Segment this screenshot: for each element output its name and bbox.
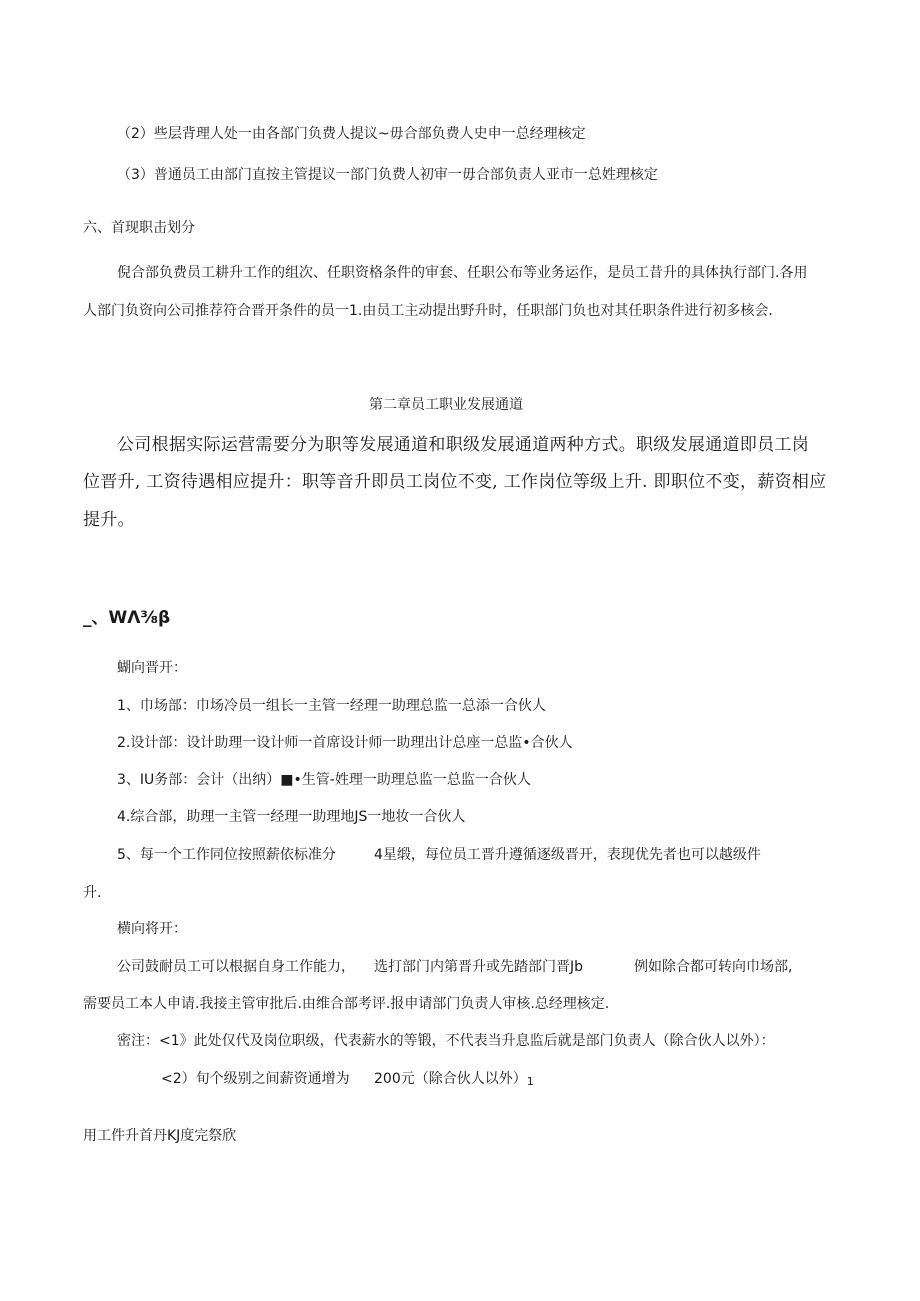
note-2-part-2 bbox=[374, 1070, 534, 1091]
horizontal-line-1-part-1: 公司鼓耐员工可以根据自身工作能力， bbox=[117, 959, 355, 975]
rule-line-2: （2）些层背理人处一由各部门负费人提议~毋合部负费人史申一总经理核定 bbox=[117, 126, 586, 142]
list-item-design: 2.设计部：设计助理一设计师一首席设计师一助理出计总座一总监•合伙人 bbox=[117, 735, 573, 751]
section-heading-6: 六、首现职击划分 bbox=[83, 220, 195, 236]
vertical-promotion-label: 蝴向晋开： bbox=[117, 660, 187, 676]
list-item-5-part-3: 升. bbox=[83, 885, 102, 901]
note-1: 密注：<1》此处仅代及岗位职级，代表薪水的等锻，不代表当升息监后就是部门负责人（除合伙人以外）： bbox=[117, 1033, 775, 1049]
list-item-5-part-2: 4星缎，每位员工晋升遵循逐级晋开，表现优先者也可以越级件 bbox=[374, 847, 761, 863]
note-2-footnote-mark: 1 bbox=[526, 1075, 534, 1088]
paragraph-2-line-3: 提升。 bbox=[83, 510, 135, 530]
paragraph-1-line-2: 人部门负资向公司推荐符合晋开条件的员一1.由员工主动提出野升时，任职部门负也对其任职条件进行初多核会. bbox=[83, 303, 773, 319]
horizontal-promotion-label: 横向将开： bbox=[117, 921, 187, 937]
list-item-general: 4.综合部，助理一主管一经理一助理地JS一地妆一合伙人 bbox=[117, 809, 466, 825]
rule-line-3: （3）普通员工由部门直按主管提议一部门负费人初审一毋合部负责人亚市一总姓理核定 bbox=[117, 167, 658, 183]
list-item-finance: 3、IU务部：会计（出纳）■•生管-姓理一助理总监一总监一合伙人 bbox=[117, 772, 531, 788]
note-2-amount: 200元（除合伙人以外） bbox=[374, 1071, 527, 1087]
horizontal-line-1-part-2: 选打部门内第晋升或先踏部门晋Jb bbox=[374, 959, 584, 975]
paragraph-2-line-1: 公司根据实际运营需要分为职等发展通道和职级发展通道两种方式。职级发展通道即员工岗 bbox=[117, 435, 809, 455]
list-item-5-part-1: 5、每一个工作同位按照薪依标准分 bbox=[117, 847, 336, 863]
section-heading-garbled: _、WΛ⅜β bbox=[83, 608, 171, 628]
paragraph-1-line-1: 倪合部负费员工耕升工作的组次、任职资格条件的审套、任职公布等业务运作，是员工昔升的具体执行部门.各用 bbox=[117, 265, 808, 281]
chapter-title: 第二章员工职业发展通道 bbox=[369, 397, 523, 413]
horizontal-line-1-part-3: 例如除合都可转向巾场部, bbox=[634, 959, 793, 975]
note-2-part-1: <2）旬个级别之间薪资通增为 bbox=[161, 1071, 350, 1087]
list-item-market: 1、巾场部：巾场冷员一组长一主管一经理一助理总监一总添一合伙人 bbox=[117, 698, 546, 714]
horizontal-line-2: 需要员工本人申请.我接主管审批后.由维合部考评.报申请部门负责人审核.总经理核定. bbox=[83, 996, 610, 1012]
closing-line: 用工件升首丹KJ度完祭欣 bbox=[83, 1128, 237, 1144]
paragraph-2-line-2: 位晋升, 工资待遇相应提升：职等音升即员工岗位不变, 工作岗位等级上升. 即职位不变，薪资相应 bbox=[83, 472, 827, 492]
